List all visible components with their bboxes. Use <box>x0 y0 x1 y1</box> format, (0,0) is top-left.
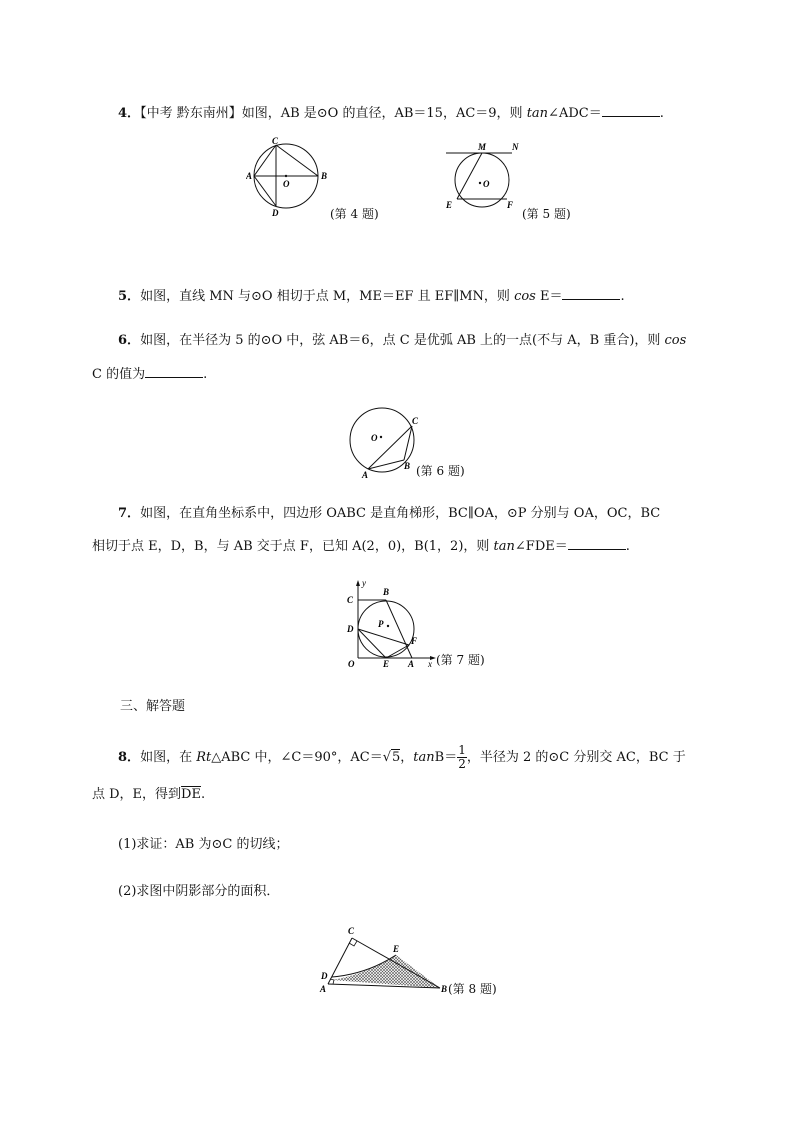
q4-text: 4．【中考 黔东南州】如图，AB 是⊙O 的直径，AB＝15，AC＝9，则 tan∠ADC＝ . <box>118 106 664 121</box>
q8-label-a: A <box>320 984 327 994</box>
q6-end: . <box>203 367 208 382</box>
q7-label-b: B <box>383 587 390 597</box>
q4-end: . <box>659 106 664 121</box>
q4-caption: (第 4 题) <box>330 207 379 221</box>
q4-tan: tan <box>526 106 549 121</box>
figure-q7 <box>342 578 442 670</box>
q7-end: . <box>625 539 630 554</box>
figure-q6 <box>344 402 424 482</box>
q5-label-e: E <box>446 200 453 210</box>
q8-stem-t5: ，半径为 2 的⊙C 分别交 AC，BC 于 <box>466 750 686 765</box>
q8-part1: (1)求证：AB 为⊙C 的切线； <box>118 837 289 852</box>
q7-label-d: D <box>347 624 354 634</box>
q5-stem-b: E＝ <box>535 289 563 304</box>
q6-stem-line2: C 的值为 <box>92 367 146 382</box>
q7-text-line2 <box>92 537 630 556</box>
q7-stem-line2a: 相切于点 E，D，B，与 AB 交于点 F，已知 A(2，0)，B(1，2)，则 <box>92 539 494 554</box>
figure-q5 <box>442 140 532 220</box>
q8-tan: tan <box>413 750 435 765</box>
q5-label-o: O <box>483 179 490 189</box>
q7-center-dot <box>387 625 389 627</box>
q7-seg-ba <box>386 600 412 658</box>
q8-stem-t4: B＝ <box>434 750 458 765</box>
q4-answer-blank[interactable] <box>602 104 660 117</box>
q6-label-o: O <box>371 433 378 443</box>
q7-caption: (第 7 题) <box>436 653 485 667</box>
q5-seg-me <box>457 153 482 199</box>
q5-center-dot <box>479 182 481 184</box>
q8-caption: (第 8 题) <box>448 982 497 996</box>
q4-seg-cb <box>276 145 318 176</box>
q8-label-b: B <box>441 984 448 994</box>
q7-stem-line2b: ∠FDE＝ <box>514 539 568 554</box>
q5-label-m: M <box>478 142 487 152</box>
q7-seg-ef <box>386 645 409 658</box>
q5-label-n: N <box>512 142 519 152</box>
q5-text: 5．如图，直线 MN 与⊙O 相切于点 M，ME＝EF 且 EF∥MN，则 cos E＝ . <box>118 289 625 304</box>
q6-cos: cos <box>664 333 687 348</box>
q6-stem-line1: 如图，在半径为 5 的⊙O 中，弦 AB＝6，点 C 是优弧 AB 上的一点(不与 A，B 重合)，则 <box>140 333 665 348</box>
q4-label-b: B <box>321 171 328 181</box>
q6-label-b: B <box>404 461 411 471</box>
q8-part2: (2)求图中阴影部分的面积． <box>118 884 280 899</box>
q8-stem-t1: 如图，在 <box>140 750 197 765</box>
q7-number: 7 <box>118 506 128 521</box>
q6-number: 6 <box>118 333 128 348</box>
q8-label-d: D <box>321 971 328 981</box>
figure-q8 <box>312 922 452 1002</box>
figure-q4 <box>246 136 336 226</box>
q4-number: 4 <box>118 106 128 121</box>
q7-label-e: E <box>383 659 390 669</box>
q8-label-e: E <box>393 944 400 954</box>
q8-shaded-region <box>332 955 440 988</box>
q6-label-a: A <box>362 470 369 480</box>
q8-sqrt5: √5 <box>382 750 401 765</box>
q7-answer-blank[interactable] <box>568 537 626 550</box>
q8-stem-line2b: . <box>200 787 206 802</box>
q6-label-c: C <box>412 416 419 426</box>
q5-stem-a: 如图，直线 MN 与⊙O 相切于点 M，ME＝EF 且 EF∥MN，则 <box>140 289 515 304</box>
q5-number: 5 <box>118 289 128 304</box>
q7-label-a: A <box>408 659 415 669</box>
q5-end: . <box>620 289 625 304</box>
q7-circle-p <box>358 601 414 657</box>
q5-cos: cos <box>514 289 536 304</box>
q4-center-dot <box>285 175 287 177</box>
q7-label-c: C <box>347 595 354 605</box>
q8-label-c: C <box>348 926 355 936</box>
q6-center-dot <box>380 436 382 438</box>
q7-label-x: x <box>428 659 432 669</box>
q6-answer-blank[interactable] <box>145 365 203 378</box>
q4-stem-b: ∠ADC＝ <box>548 106 602 121</box>
q6-text-line1: 6．如图，在半径为 5 的⊙O 中，弦 AB＝6，点 C 是优弧 AB 上的一点(不与 A，B 重合)，则 cos <box>118 333 687 348</box>
q8-rt: Rt <box>196 750 212 765</box>
q4-seg-ac <box>254 145 276 176</box>
q8-stem-t2: △ABC 中，∠C＝90°，AC＝ <box>211 750 383 765</box>
q7-label-p: P <box>378 619 384 629</box>
q7-label-y: y <box>362 578 366 588</box>
q8-text-line1: 8．如图，在 Rt△ABC 中，∠C＝90°，AC＝√5，tanB＝ $\frac{1}{2}$ ，半径为 2 的⊙C 分别交 AC，BC 于 <box>118 740 686 776</box>
q4-source: 【中考 黔东南州】 <box>140 106 242 121</box>
q8-arc-de: $\overline{DE}$ <box>181 787 201 802</box>
q4-stem-a: 如图，AB 是⊙O 的直径，AB＝15，AC＝9，则 <box>241 106 527 121</box>
q8-text-line2 <box>92 786 205 804</box>
q5-caption: (第 5 题) <box>522 207 571 221</box>
q7-text-line1: 7．如图，在直角坐标系中，四边形 OABC 是直角梯形，BC∥OA，⊙P 分别与 OA，OC，BC <box>118 506 661 521</box>
q5-label-f: F <box>507 200 514 210</box>
q4-label-c: C <box>272 136 279 146</box>
q8-fraction-one-half: $\frac{1}{2}$ <box>458 743 466 771</box>
q4-label-o: O <box>283 179 290 189</box>
q8-number: 8 <box>118 750 128 765</box>
q5-answer-blank[interactable] <box>562 287 620 300</box>
q6-caption: (第 6 题) <box>416 464 465 478</box>
q8-stem-t3: ， <box>400 750 414 765</box>
q4-label-d: D <box>272 208 279 218</box>
q7-label-f: F <box>411 636 418 646</box>
section-3-heading: 三、解答题 <box>120 699 186 714</box>
q4-label-a: A <box>246 171 253 181</box>
q7-stem-line1: 如图，在直角坐标系中，四边形 OABC 是直角梯形，BC∥OA，⊙P 分别与 OA，OC，BC <box>140 506 661 521</box>
q7-label-o: O <box>348 659 355 669</box>
q7-y-arrow <box>356 580 360 586</box>
q6-text-line2 <box>92 365 207 384</box>
q8-stem-line2a: 点 D，E，得到 <box>92 787 182 802</box>
q7-tan: tan <box>493 539 515 554</box>
